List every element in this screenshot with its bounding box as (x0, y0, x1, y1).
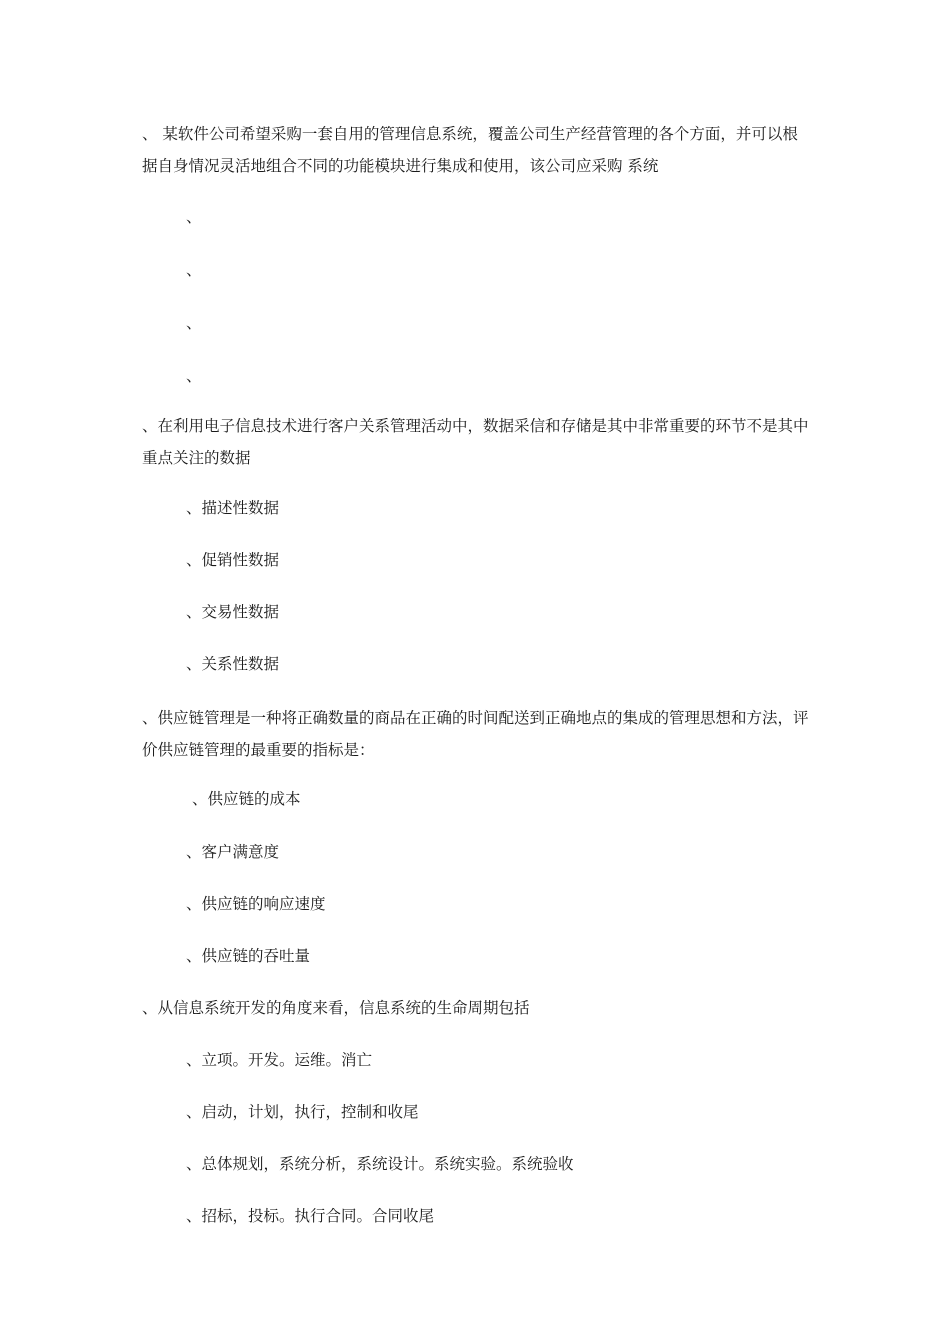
question-1-option-c: 、 (186, 314, 202, 332)
question-4-option-b: 、启动，计划，执行，控制和收尾 (186, 1103, 419, 1121)
question-4-option-d: 、招标，投标。执行合同。合同收尾 (186, 1207, 435, 1225)
question-2-option-a: 、描述性数据 (186, 499, 280, 517)
question-2-option-d: 、关系性数据 (186, 655, 280, 673)
question-3-option-d: 、供应链的吞吐量 (186, 947, 311, 965)
question-2-option-c: 、交易性数据 (186, 603, 280, 621)
question-2-text: 、在利用电子信息技术进行客户关系管理活动中，数据采信和存储是其中非常重要的环节不是其中重点关注的数据 (142, 417, 809, 467)
question-3-text: 、供应链管理是一种将正确数量的商品在正确的时间配送到正确地点的集成的管理思想和方法，评价供应链管理的最重要的指标是： (142, 709, 809, 759)
question-1-option-a: 、 (186, 208, 202, 226)
question-3-option-c: 、供应链的响应速度 (186, 895, 326, 913)
question-1-option-b: 、 (186, 261, 202, 279)
question-4-text: 、从信息系统开发的角度来看，信息系统的生命周期包括 (142, 999, 530, 1017)
question-2-option-b: 、促销性数据 (186, 551, 280, 569)
question-3-option-a: 、供应链的成本 (192, 790, 301, 808)
question-4-option-a: 、立项。开发。运维。消亡 (186, 1051, 373, 1069)
question-3-option-b: 、客户满意度 (186, 843, 280, 861)
question-1-option-d: 、 (186, 367, 202, 385)
question-1-text: 、 某软件公司希望采购一套自用的管理信息系统，覆盖公司生产经营管理的各个方面，并可以根据自身情况灵活地组合不同的功能模块进行集成和使用，该公司应采购 系统 (142, 125, 798, 175)
question-4-option-c: 、总体规划，系统分析，系统设计。系统实验。系统验收 (186, 1155, 574, 1173)
